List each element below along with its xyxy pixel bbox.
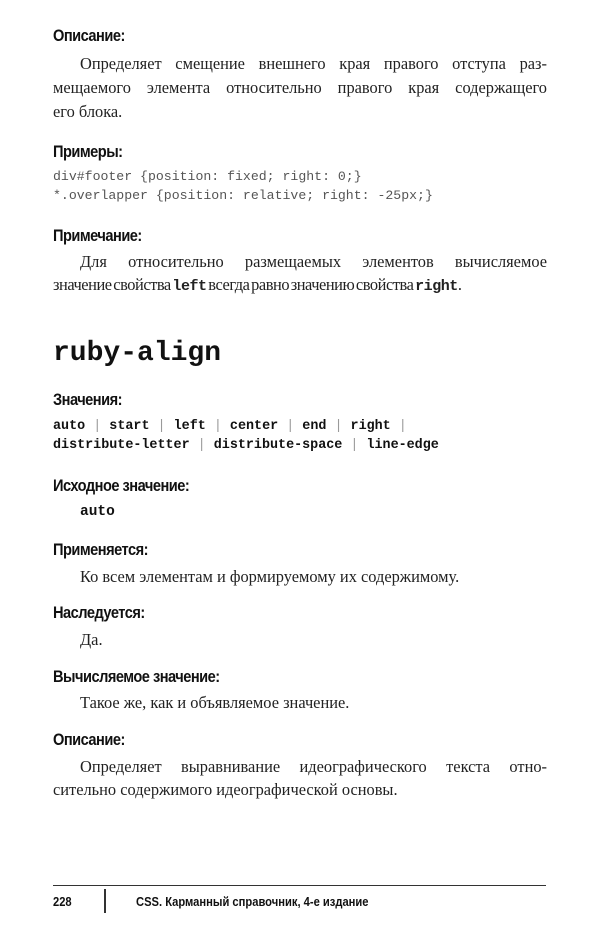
section-heading-examples: Примеры: [53, 142, 123, 161]
value-separator: | [157, 419, 166, 434]
description-line-3: его блока. [53, 102, 123, 121]
book-title: CSS. Карманный справочник, 4-е издание [136, 894, 369, 909]
inherited-value: Да. [80, 630, 103, 649]
description-line-2: мещаемого элемента относительно правого края содержащего [53, 78, 547, 97]
page-number: 228 [53, 894, 72, 909]
value-separator: | [334, 419, 343, 434]
note-text-b: всегда равно значению свойства [206, 275, 416, 294]
section-heading-computed: Вычисляемое значение: [53, 667, 220, 686]
value-auto: auto [53, 419, 86, 434]
value-right: right [350, 419, 391, 434]
value-separator: | [350, 438, 359, 453]
value-left: left [173, 419, 206, 434]
value-end: end [302, 419, 327, 434]
footer-rule [53, 885, 546, 886]
value-separator: | [286, 419, 295, 434]
description-line-1: Определяет смещение внешнего края правого отступа раз- [80, 54, 547, 73]
value-separator: | [398, 419, 407, 434]
value-separator: | [213, 419, 222, 434]
section-heading-values: Значения: [53, 390, 122, 409]
values-line-2 [53, 437, 439, 455]
value-separator: | [93, 419, 102, 434]
value-line-edge: line-edge [366, 438, 439, 453]
section-heading-applies: Применяется: [53, 540, 148, 559]
section-heading-note: Примечание: [53, 226, 142, 245]
section-heading-description: Описание: [53, 26, 125, 45]
note-line-2 [53, 275, 462, 297]
value-distribute-space: distribute-space [213, 438, 343, 453]
note-text-a: значение свойства [53, 275, 173, 294]
code-example-2: *.overlapper {position: relative; right: -25px;} [53, 188, 433, 203]
entry-description-line-1: Определяет выравнивание идеографического текста отно- [80, 757, 547, 776]
section-heading-inherited: Наследуется: [53, 603, 145, 622]
note-text-c: . [457, 275, 462, 294]
inline-code-right: right [415, 278, 458, 295]
value-separator: | [197, 438, 206, 453]
code-example-1: div#footer {position: fixed; right: 0;} [53, 169, 362, 184]
value-center: center [229, 419, 279, 434]
value-start: start [109, 419, 150, 434]
section-heading-description-2: Описание: [53, 730, 125, 749]
initial-value: auto [80, 504, 115, 520]
applies-value: Ко всем элементам и формируемому их содержимому. [80, 567, 460, 586]
values-line-1 [53, 418, 407, 436]
computed-value: Такое же, как и объявляемое значение. [80, 693, 350, 712]
section-heading-initial: Исходное значение: [53, 476, 190, 495]
inline-code-left: left [172, 278, 207, 295]
note-line-1: Для относительно размещаемых элементов вычисляемое [80, 252, 547, 271]
entry-description-line-2: сительно содержимого идеографической основы. [53, 780, 398, 799]
footer-divider [104, 889, 106, 913]
property-title: ruby-align [53, 338, 222, 369]
value-distribute-letter: distribute-letter [53, 438, 190, 453]
